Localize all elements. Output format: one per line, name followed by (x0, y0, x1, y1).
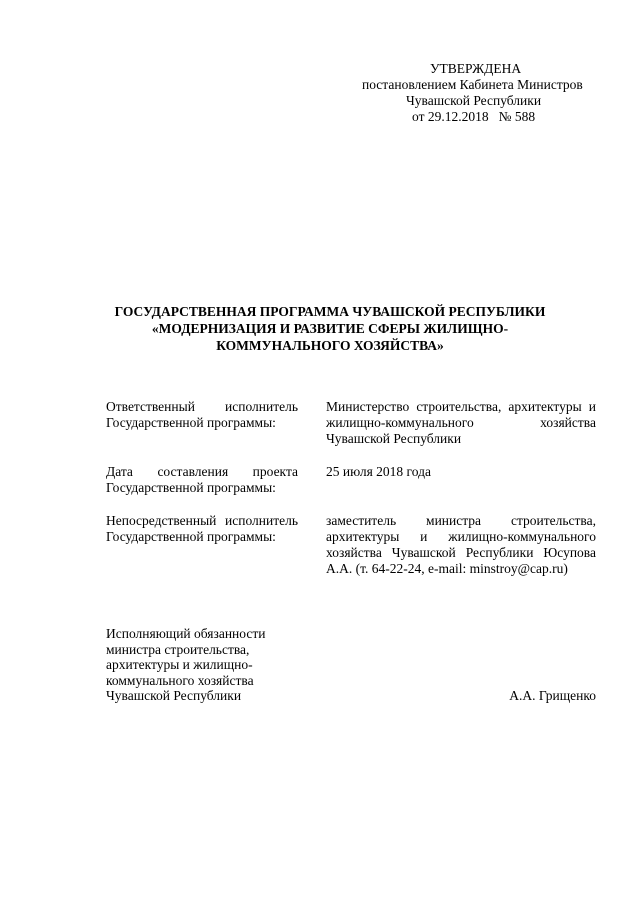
approval-stamp (356, 61, 596, 125)
approval-date-line (356, 109, 596, 125)
passport-value: заместитель министра строительства, архитектуры и жилищно-коммунального хозяйства Чувашской Республики Юсупова А.А. (т. 64-22-24, e-mail: minstroy@cap.ru) (326, 513, 596, 576)
passport-value: 25 июля 2018 года (326, 464, 431, 479)
signatory-position-line: Чувашской Республики (106, 688, 242, 703)
signatory-position-line: министра строительства, (106, 641, 250, 657)
document-title (80, 303, 580, 354)
document-title-line-1: ГОСУДАРСТВЕННАЯ ПРОГРАММА ЧУВАШСКОЙ РЕСПУБЛИКИ (114, 304, 546, 319)
signatory-position (106, 626, 346, 704)
signatory-position-line: коммунального хозяйства (106, 672, 254, 688)
document-title-line-3: КОММУНАЛЬНОГО ХОЗЯЙСТВА» (216, 338, 444, 353)
signatory-position-line: архитектуры и жилищно- (106, 657, 253, 672)
approval-title: УТВЕРЖДЕНА (430, 61, 522, 76)
document-title-line-2: «МОДЕРНИЗАЦИЯ И РАЗВИТИЕ СФЕРЫ ЖИЛИЩНО- (151, 321, 509, 336)
passport-label: Ответственный исполнитель Государственной программы: (106, 399, 298, 430)
passport-label: Дата составления проекта Государственной программы: (106, 464, 298, 495)
signatory-position-line: Исполняющий обязанности (106, 626, 266, 641)
approval-date: от 29.12.2018 (412, 109, 489, 124)
passport-label: Непосредственный исполнитель Государственной программы: (106, 513, 298, 544)
approval-region-line: Чувашской Республики (406, 93, 542, 108)
passport-value: Министерство строительства, архитектуры и жилищно-коммунального хозяйства Чувашской Республики (326, 399, 596, 446)
approval-resolution-line: постановлением Кабинета Министров (362, 77, 583, 92)
signature-block (106, 626, 596, 704)
approval-number: № 588 (498, 109, 536, 124)
signatory-name: А.А. Грищенко (509, 688, 596, 703)
